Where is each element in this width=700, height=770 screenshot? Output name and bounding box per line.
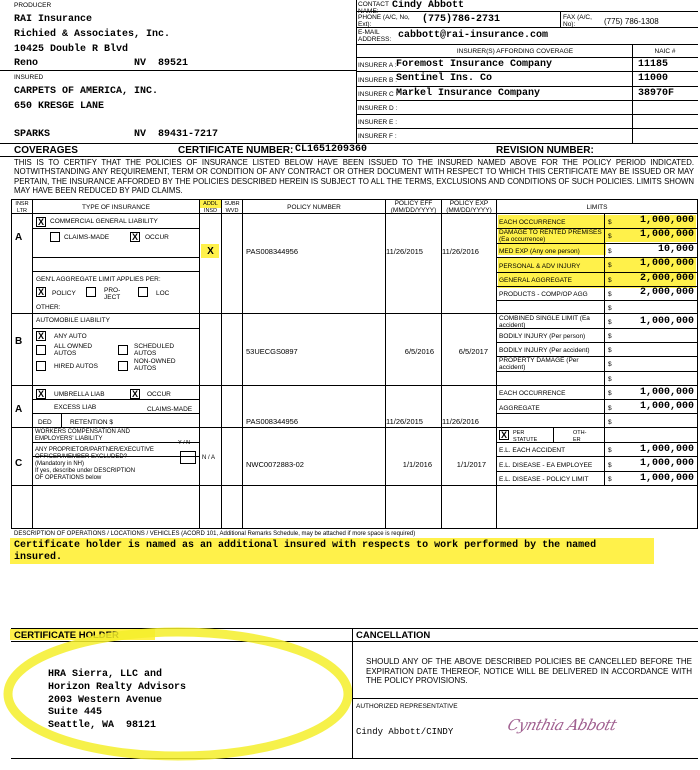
auto-eff-date: 6/5/2016 [404,347,434,356]
umbrella-exp-date: 11/26/2016 [442,417,479,426]
dollar-sign: $ [608,361,612,368]
auto-limit-label: COMBINED SINGLE LIMIT (Ea accident) [499,315,590,329]
dollar-sign: $ [608,390,612,397]
gl-limit-value: 2,000,000 [639,287,694,298]
signature: Cynthia Abbott [505,716,619,734]
wc-yn-box[interactable] [180,451,196,464]
gl-addl-insd: X [207,246,214,257]
gl-loc: LOC [156,290,170,297]
header-type: TYPE OF INSURANCE [82,204,150,211]
wc-exp-date: 1/1/2017 [456,460,486,469]
gl-eff-date: 11/26/2015 [386,247,423,256]
authorized-rep-name: Cindy Abbott/CINDY [356,727,454,737]
contact-email: cabbott@rai-insurance.com [398,30,549,41]
gl-checkbox[interactable]: X [37,217,44,227]
auto-limit-value: 1,000,000 [639,316,694,327]
wc-eff-date: 1/1/2016 [402,460,432,469]
holder-line-5: Seattle, WA 98121 [48,720,157,731]
auto-policy-number: 53UECGS0897 [246,347,298,356]
wc-limit-value: 1,000,000 [639,444,694,455]
gl-title: COMMERCIAL GENERAL LIABILITY [50,218,158,225]
wc-na: N / A [202,455,216,461]
loc-checkbox[interactable] [138,287,148,297]
umbrella-occur: OCCUR [147,391,171,398]
contact-phone-label: PHONE (A/C, No, Ext): [358,14,410,28]
gl-limit-value: 1,000,000 [639,229,694,240]
dollar-sign: $ [608,277,612,284]
dollar-sign: $ [608,291,612,298]
description-line-2: insured. [14,552,63,563]
umbrella-policy-number: PAS008344956 [246,417,298,426]
insurer-b-label: INSURER B : [358,77,398,84]
insured-city: SPARKS NV 89431-7217 [14,129,219,140]
producer-name: RAI Insurance [14,14,93,25]
header-addl: ADDL INSD [203,201,218,214]
gl-limit-value: 1,000,000 [639,258,694,269]
dollar-sign: $ [608,333,612,340]
holder-line-2: Horizon Realty Advisors [48,682,187,693]
scheduled-checkbox[interactable] [118,345,128,355]
coverages-label: COVERAGES [14,145,78,156]
umbrella-limit-value: 1,000,000 [639,401,694,412]
insured-label: INSURED [14,74,44,81]
umbrella-eff-date: 11/26/2015 [386,417,423,426]
cancellation-text: SHOULD ANY OF THE ABOVE DESCRIBED POLICIES BE CANCELLED BEFORE THE EXPIRATION DATE THEREOF, NOTICE WILL BE DELIVERED IN ACCORDANCE WITH THE POLICY PROVISIONS. [366,657,692,685]
dollar-sign: $ [608,376,612,383]
wc-per-statute: PER STATUTE [513,430,538,443]
claims-made-checkbox[interactable] [50,232,60,242]
gl-limit-label: MED EXP (Any one person) [499,248,580,255]
umbrella-occur-checkbox[interactable]: X [131,389,138,399]
umbrella-insr-ltr: A [15,404,23,415]
holder-line-4: Suite 445 [48,707,103,718]
all-owned-checkbox[interactable] [36,345,46,355]
umbrella-limit-label: AGGREGATE [499,405,540,412]
dollar-sign: $ [608,219,612,226]
producer-label: PRODUCER [14,2,52,9]
certificate-number-label: CERTIFICATE NUMBER: [178,145,294,156]
insurer-c-label: INSURER C : [358,91,398,98]
umbrella-checkbox[interactable]: X [37,389,44,399]
auto-all-owned: ALL OWNED AUTOS [54,343,93,357]
dollar-sign: $ [608,447,612,454]
holder-line-3: 2003 Western Avenue [48,695,163,706]
wc-proprietor: ANY PROPRIETOR/PARTNER/EXECUTIVE OFFICER/MEMBER EXCLUDED? [35,447,154,460]
dollar-sign: $ [608,305,612,312]
auto-limit-label: BODILY INJURY (Per accident) [499,347,590,354]
insurers-header: INSURER(S) AFFORDING COVERAGE [456,48,574,55]
dollar-sign: $ [608,476,612,483]
auto-any-auto: ANY AUTO [54,333,87,340]
description-line-1: Certificate holder is named as an additional insured with respects to work performed by the named [14,540,597,551]
header-subr: SUBR WVD [224,201,240,214]
insurer-a-name: Foremost Insurance Company [396,59,553,70]
wc-limit-value: 1,000,000 [639,458,694,469]
insured-street: 650 KRESGE LANE [14,101,105,112]
header-insr-ltr: INSR LTR [15,201,29,214]
gl-limit-value: 10,000 [657,244,694,255]
insurer-f-label: INSURER F : [358,133,397,140]
insurer-d-label: INSURER D : [358,105,398,112]
certificate-number: CL1651209360 [295,144,368,155]
dollar-sign: $ [608,405,612,412]
insurer-a-label: INSURER A : [358,62,397,69]
policy-checkbox[interactable]: X [37,287,44,297]
insurer-e-label: INSURER E : [358,119,398,126]
wc-mandatory: (Mandatory in NH) [35,461,85,467]
non-owned-checkbox[interactable] [118,361,128,371]
gl-agg-label: GEN'L AGGREGATE LIMIT APPLIES PER: [36,276,161,283]
gl-policy-number: PAS008344956 [246,247,298,256]
revision-number-label: REVISION NUMBER: [496,145,594,156]
header-policy-number: POLICY NUMBER [287,204,341,211]
contact-email-label: E-MAIL ADDRESS: [358,29,392,43]
gl-occur: OCCUR [145,234,169,241]
per-statute-checkbox[interactable]: X [500,430,507,440]
gl-claims-made: CLAIMS-MADE [64,234,110,241]
dollar-sign: $ [608,248,612,255]
producer-city: Reno NV 89521 [14,58,189,69]
holder-line-1: HRA Sierra, LLC and [48,669,163,680]
gl-exp-date: 11/26/2016 [442,247,479,256]
contact-phone: (775)786-2731 [422,14,501,25]
authorized-rep-label: AUTHORIZED REPRESENTATIVE [356,703,458,710]
insured-name: CARPETS OF AMERICA, INC. [14,86,159,97]
auto-scheduled: SCHEDULED AUTOS [134,343,175,357]
umbrella-label: UMBRELLA LIAB [54,391,105,398]
gl-limit-label: DAMAGE TO RENTED PREMISES (Ea occurrence) [499,229,602,243]
project-checkbox[interactable] [86,287,96,297]
header-limits: LIMITS [586,204,608,211]
dollar-sign: $ [608,347,612,354]
auto-limit-label: PROPERTY DAMAGE (Per accident) [499,357,579,371]
insurer-b-name: Sentinel Ins. Co [396,73,493,84]
hired-checkbox[interactable] [36,361,46,371]
auto-title: AUTOMOBILE LIABILITY [36,317,110,324]
gl-limit-value: 2,000,000 [639,273,694,284]
dollar-sign: $ [608,262,612,269]
wc-policy-number: NWC0072883-02 [246,460,304,469]
dollar-sign: $ [608,462,612,469]
auto-insr-ltr: B [15,336,23,347]
ded-label: DED [38,419,52,426]
gl-other: OTHER: [36,304,61,311]
dollar-sign: $ [608,319,612,326]
producer-street: 10425 Double R Blvd [14,44,129,55]
cancellation-label: CANCELLATION [356,630,431,641]
gl-limit-label: GENERAL AGGREGATE [499,277,572,284]
gl-limit-label: EACH OCCURRENCE [499,219,566,226]
wc-describe: If yes, describe under DESCRIPTION OF OPERATIONS below [35,468,136,481]
wc-limit-label: E.L. DISEASE - POLICY LIMIT [499,476,589,483]
auto-limit-label: BODILY INJURY (Per person) [499,333,586,340]
dollar-sign: $ [608,419,612,426]
insurer-a-naic: 11185 [638,59,669,70]
umbrella-limit-label: EACH OCCURRENCE [499,390,566,397]
wc-title: WORKERS COMPENSATION AND EMPLOYERS' LIABILITY [35,429,130,442]
coverages-statement: THIS IS TO CERTIFY THAT THE POLICIES OF INSURANCE LISTED BELOW HAVE BEEN ISSUED TO THE INSURED NAMED ABOVE FOR THE POLICY PERIOD INDICATED. NOTWITHSTANDING ANY REQUIREMENT, TERM OR CONDITION OF ANY CONTRACT OR OTHER DOCUMENT WITH RESPECT TO WHICH THIS CERTIFICATE MAY BE ISSUED OR MAY PERTAIN, THE INSURANCE AFFORDED BY THE POLICIES DESCRIBED HEREIN IS SUBJECT TO ALL THE TERMS, EXCLUSIONS AND CONDITIONS OF SUCH POLICIES. LIMITS SHOWN MAY HAVE BEEN REDUCED BY PAID CLAIMS. [14,158,694,196]
insurer-c-name: Markel Insurance Company [396,88,541,99]
wc-yn: Y / N [178,440,191,446]
insurer-b-naic: 11000 [638,73,669,84]
wc-oth-er: OTH- ER [573,430,587,443]
umbrella-limit-value: 1,000,000 [639,387,694,398]
gl-limit-label: PRODUCTS - COMP/OP AGG [499,291,588,298]
gl-policy: POLICY [52,290,76,297]
naic-header: NAIC # [654,48,676,55]
gl-limit-label: PERSONAL & ADV INJURY [499,263,581,270]
header-exp: POLICY EXP (MM/DD/YYYY) [446,200,492,214]
auto-non-owned: NON-OWNED AUTOS [134,358,176,372]
certificate-holder-label: CERTIFICATE HOLDER [14,630,119,641]
occur-checkbox[interactable]: X [131,232,138,242]
contact-name-label: CONTACT NAME: [358,1,389,15]
description-label: DESCRIPTION OF OPERATIONS / LOCATIONS / VEHICLES (ACORD 101, Additional Remarks Schedule, may be attached if more space is required) [14,531,416,537]
gl-project: PRO- JECT [104,287,121,301]
wc-insr-ltr: C [15,458,23,469]
contact-name: Cindy Abbott [392,0,465,11]
wc-limit-value: 1,000,000 [639,473,694,484]
gl-limit-value: 1,000,000 [639,215,694,226]
auto-exp-date: 6/5/2017 [458,347,488,356]
contact-fax-label: FAX (A/C, No): [563,14,592,28]
header-eff: POLICY EFF (MM/DD/YYYY) [390,200,437,214]
insurer-c-naic: 38970F [638,88,675,99]
dollar-sign: $ [608,233,612,240]
excess-label: EXCESS LIAB [54,404,97,411]
gl-insr-ltr: A [15,232,23,243]
wc-limit-label: E.L. DISEASE - EA EMPLOYEE [499,462,593,469]
auto-hired: HIRED AUTOS [54,363,98,370]
umbrella-claims-made: CLAIMS-MADE [147,406,193,413]
contact-fax: (775) 786-1308 [604,17,659,26]
producer-company: Richied & Associates, Inc. [14,29,171,40]
wc-limit-label: E.L. EACH ACCIDENT [499,447,566,454]
any-auto-checkbox[interactable]: X [37,331,44,341]
retention-label: RETENTION $ [70,419,113,426]
